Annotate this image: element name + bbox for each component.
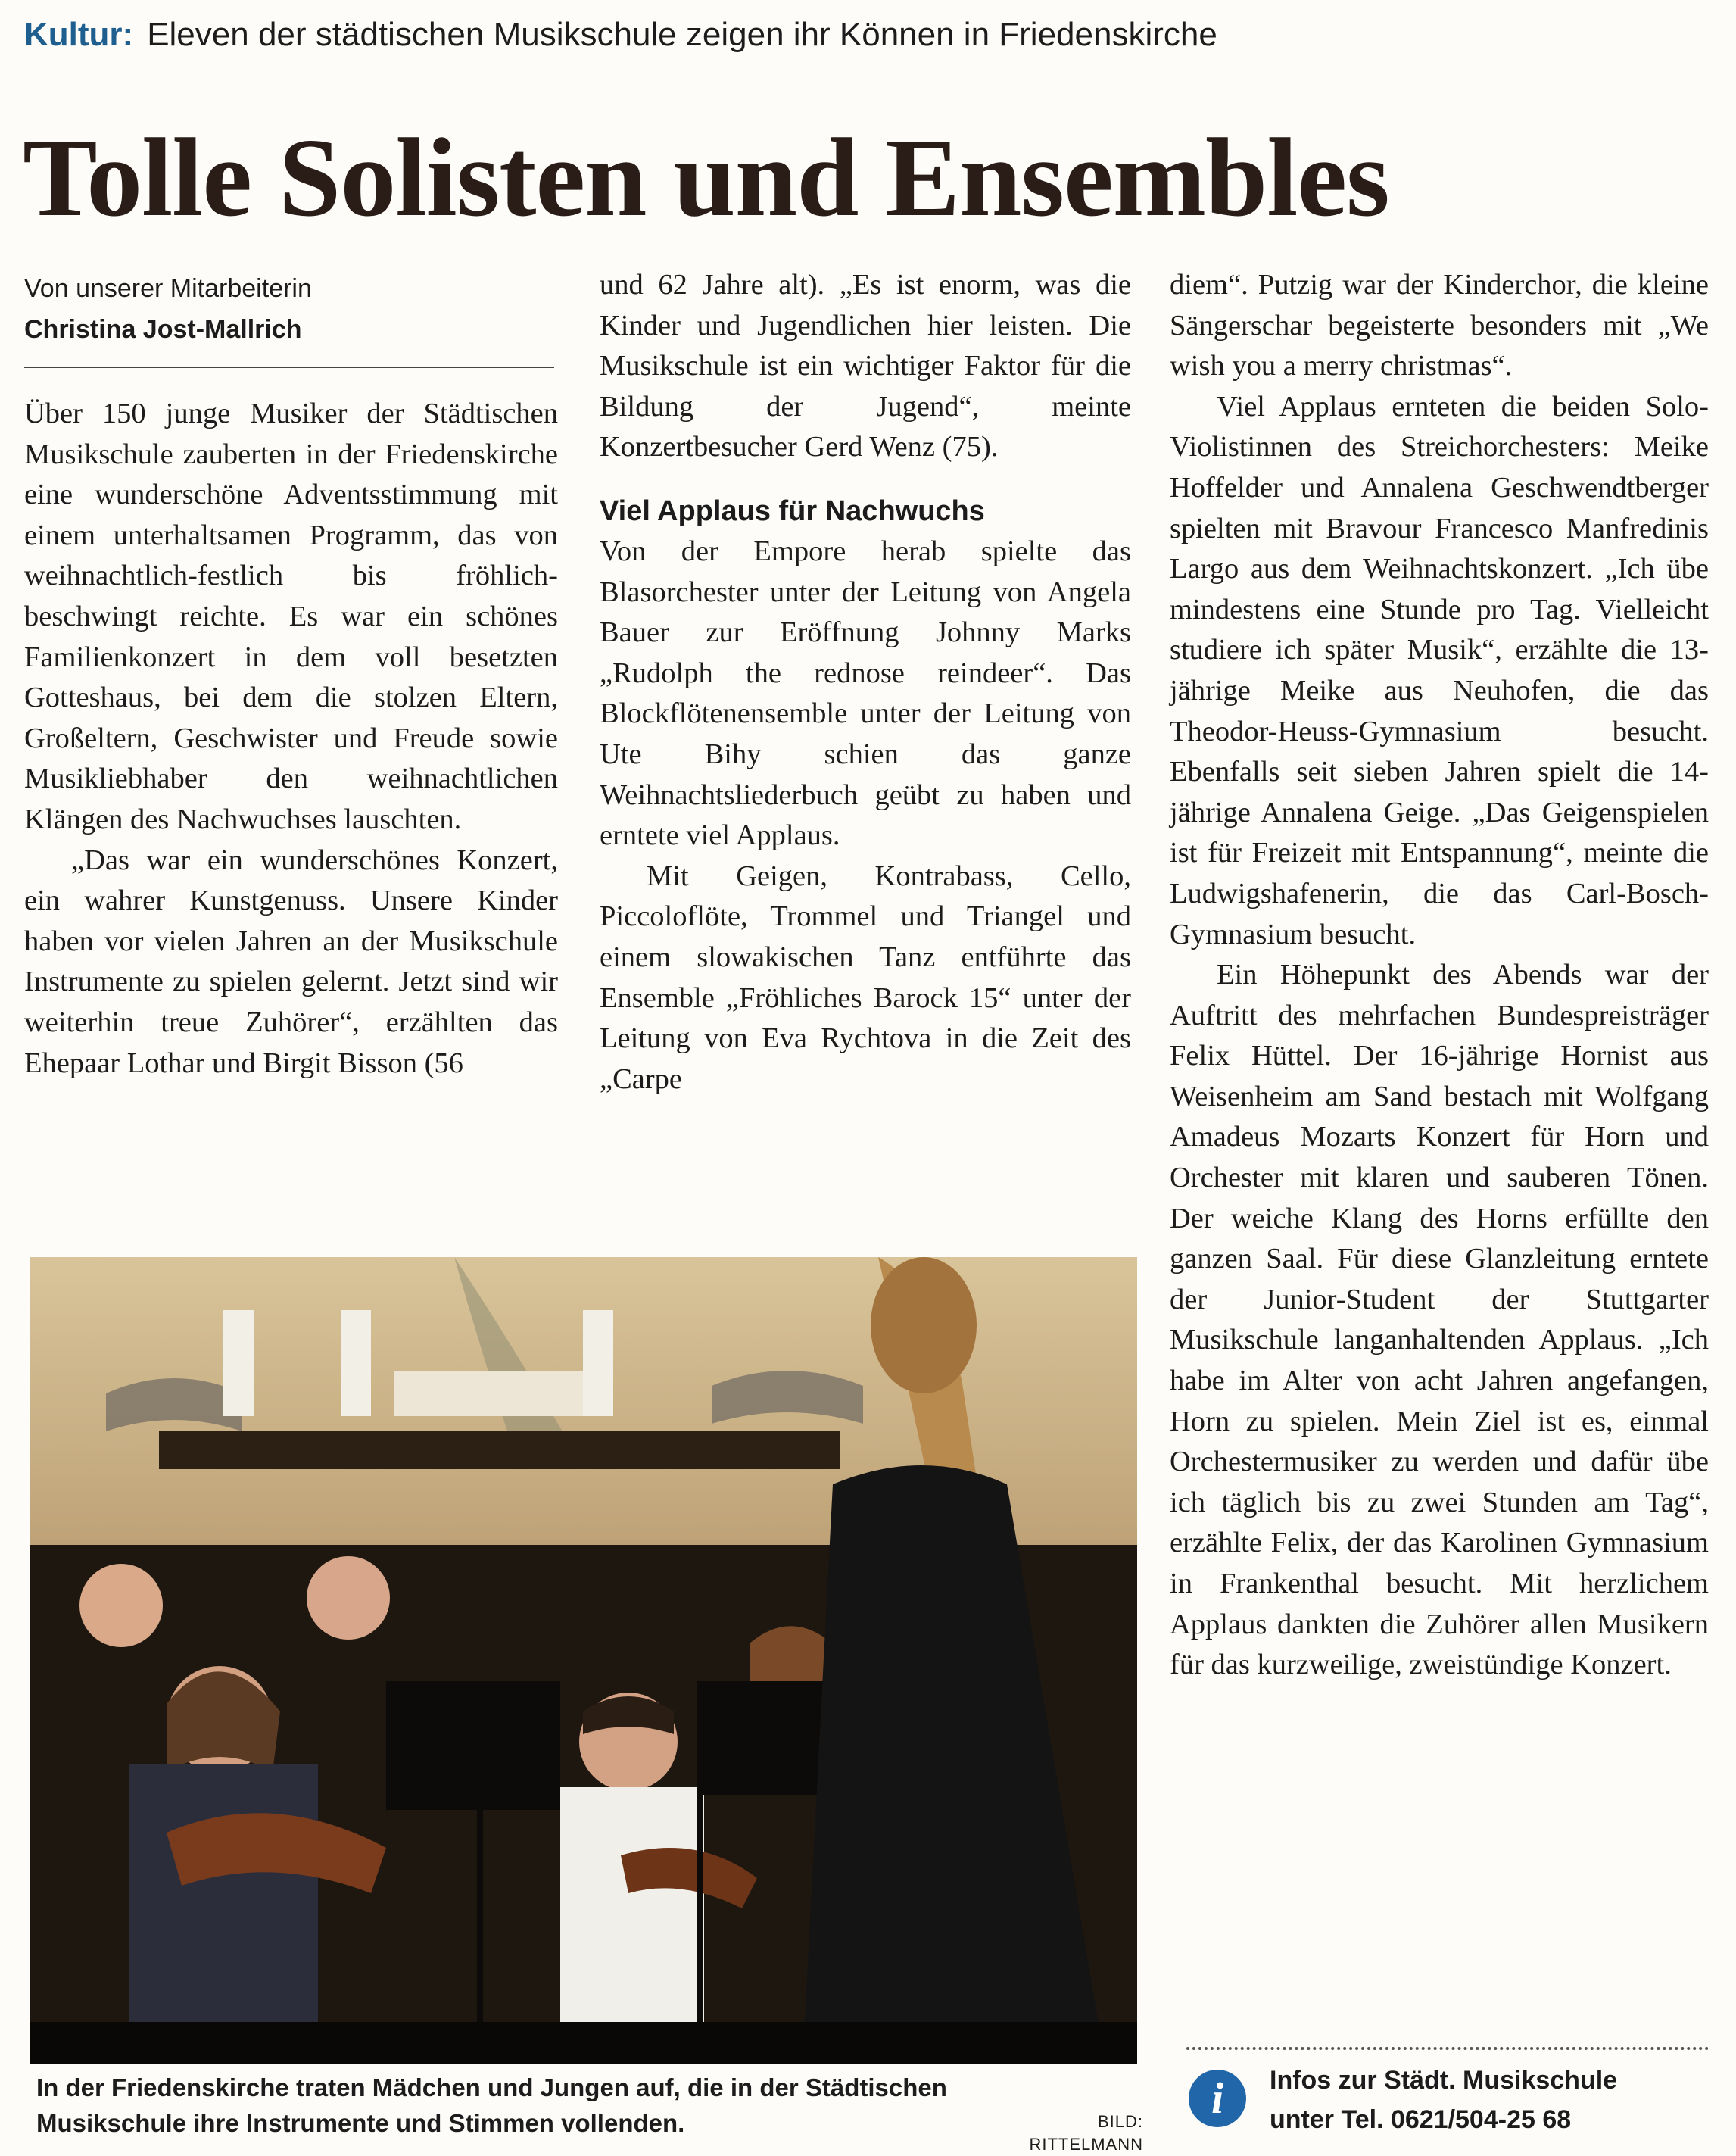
kicker xyxy=(24,11,1705,59)
paragraph: Viel Applaus ernteten die beiden Solo-Violistinnen des Streichorchesters: Meike Hoffelder und Annalena Geschwendtberger spielten mit Bravour Francesco Manfredinis Largo aus dem Weihnachtskonzert. „Ich übe mindestens eine Stunde pro Tag. Vielleicht studiere ich später Musik“, erzählte die 13-jährige Meike aus Neuhofen, die das Theodor-Heuss-Gymnasium besucht. Ebenfalls seit sieben Jahren spielt die 14-jährige Annalena Geige. „Das Geigenspielen ist für Freizeit mit Entspannung“, meinte die Ludwigshafenerin, die das Carl-Bosch-Gymnasium besucht. xyxy=(1170,390,1709,950)
info-icon: i xyxy=(1189,2070,1246,2127)
info-line-1: Infos zur Städt. Musikschule xyxy=(1270,2066,1618,2095)
concert-photo xyxy=(30,1257,1137,2064)
paragraph: und 62 Jahre alt). „Es ist enorm, was die Kinder und Jugendlichen hier leisten. Die Musikschule ist ein wichtiger Faktor für die Bildung der Jugend“, meinte Konzertbesucher Gerd Wenz (75). xyxy=(600,269,1131,463)
photo-credit: BILD: RITTELMANN xyxy=(1029,2112,1143,2154)
subheading: Viel Applaus für Nachwuchs xyxy=(600,495,985,527)
paragraph: Über 150 junge Musiker der Städtischen Musikschule zauberten in der Friedenskirche eine wunderschöne Adventsstimmung mit einem unterhaltsamen Programm, das von weihnachtlich-festlich bis fröhlich-beschwingt reichte. Es war ein schönes Familienkonzert in dem voll besetzten Gotteshaus, bei dem die stolzen Eltern, Großeltern, Geschwister und Freude sowie Musikliebhaber den weihnachtlichen Klängen des Nachwuchses lauschten. xyxy=(24,398,558,835)
info-line-2: unter Tel. 0621/504-25 68 xyxy=(1270,2105,1572,2134)
kicker-text: Eleven der städtischen Musikschule zeigen ihr Können in Friedenskirche xyxy=(147,16,1217,53)
ressort-label: Kultur: xyxy=(24,16,134,53)
headline: Tolle Solisten und Ensembles xyxy=(23,116,1389,240)
paragraph: „Das war ein wunderschönes Konzert, ein wahrer Kunstgenuss. Unsere Kinder haben vor vielen Jahren an der Musikschule Instrumente zu spielen gelernt. Jetzt sind wir weiterhin treue Zuhörer“, erzählten das Ehepaar Lothar und Birgit Bisson (56 xyxy=(24,844,558,1079)
photo-caption: In der Friedenskirche traten Mädchen und Jungen auf, die in der Städtischen Musikschule ihre Instrumente und Stimmen vollenden. xyxy=(36,2073,947,2137)
concert-photo-illustration xyxy=(30,1257,1137,2064)
paragraph: diem“. Putzig war der Kinderchor, die kleine Sängerschar begeisterte besonders mit „We wish you a merry christmas“. xyxy=(1170,269,1709,382)
info-text xyxy=(1270,2061,1709,2139)
byline xyxy=(24,268,554,368)
article-column-2 xyxy=(600,265,1131,1100)
info-box xyxy=(1186,2047,1709,2141)
paragraph: Ein Höhepunkt des Abends war der Auftritt des mehrfachen Bundespreisträger Felix Hüttel. Der 16-jährige Hornist aus Weisenheim am Sand bestach mit Wolfgang Amadeus Mozarts Konzert für Horn und Orchester mit klaren und sauberen Tönen. Der weiche Klang des Horns erfüllte den ganzen Saal. Für diese Glanzleitung erntete der Junior-Student der Stuttgarter Musikschule langanhaltenden Applaus. „Ich habe im Alter von acht Jahren angefangen, Horn zu spielen. Mein Ziel ist es, einmal Orchestermusiker zu werden und dafür übe ich täglich bis zu zwei Stunden am Tag“, erzählte Felix, der das Karolinen Gymnasium in Frankenthal besucht. Mit herzlichem Applaus dankten die Zuhörer allen Musikern für das kurzweilige, zweistündige Konzert. xyxy=(1170,959,1709,1681)
byline-prefix: Von unserer Mitarbeiterin xyxy=(24,274,312,303)
byline-author: Christina Jost-Mallrich xyxy=(24,315,302,344)
paragraph: Mit Geigen, Kontrabass, Cello, Piccoloflöte, Trommel und Triangel und einem slowakischen Tanz entführte das Ensemble „Fröhliches Barock 15“ unter der Leitung von Eva Rychtova in die Zeit des „Carpe xyxy=(600,860,1131,1095)
article-column-3 xyxy=(1170,265,1709,1686)
paragraph: Von der Empore herab spielte das Blasorchester unter der Leitung von Angela Bauer zur Eröffnung Johnny Marks „Rudolph the rednose reindeer“. Das Blockflötenensemble unter der Leitung von Ute Bihy schien das ganze Weihnachtsliederbuch geübt zu haben und erntete viel Applaus. xyxy=(600,535,1131,852)
article-column-1 xyxy=(24,394,558,1084)
